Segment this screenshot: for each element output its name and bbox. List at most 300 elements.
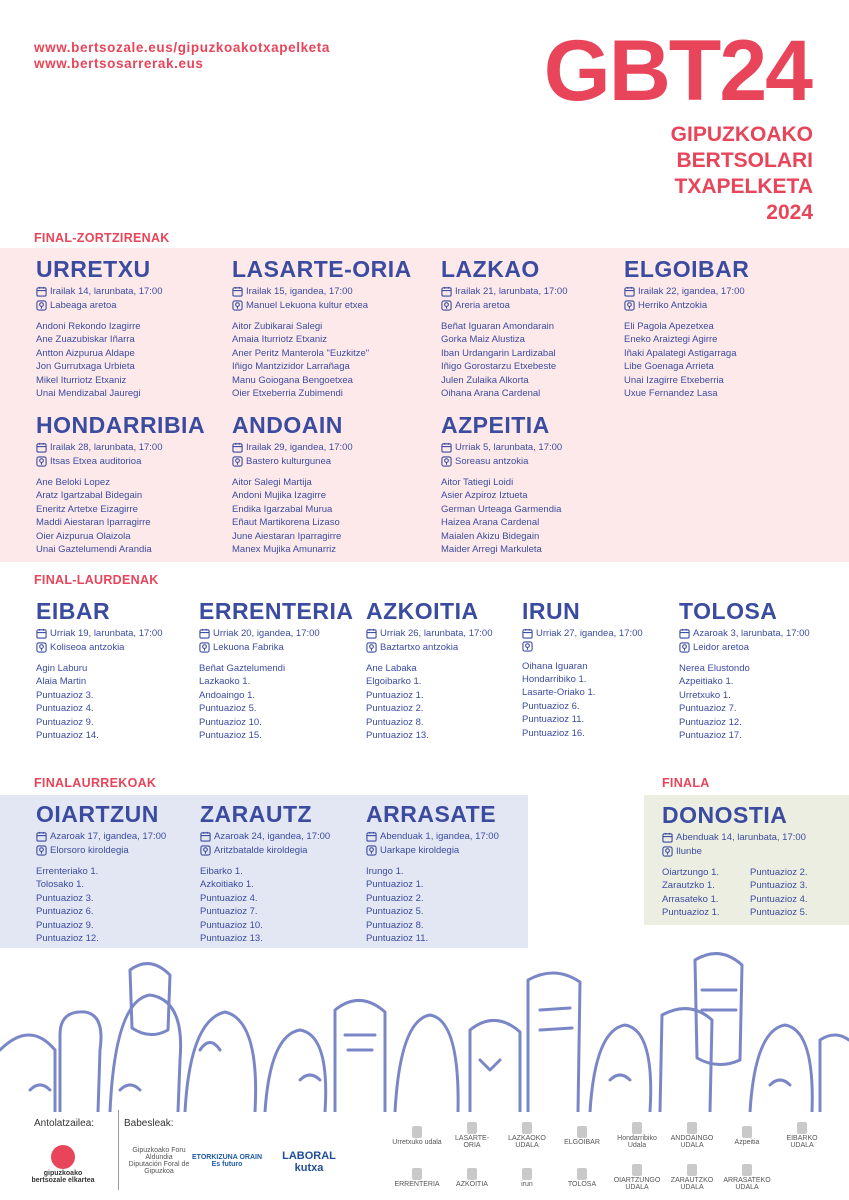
- section-title-zortzirenak: FINAL-ZORTZIRENAK: [34, 231, 170, 245]
- event-place-text: Leidor aretoa: [693, 641, 749, 653]
- town-logo-text: ERRENTERIA: [394, 1180, 440, 1188]
- event-card: [199, 600, 354, 742]
- bertsolari-name: Julen Zulaika Alkorta: [441, 374, 529, 386]
- bertsolari-name: Lazkaoko 1.: [199, 676, 251, 688]
- bertsolari-name: Endika Igarzabal Murua: [232, 503, 333, 515]
- town-council-logo: [502, 1118, 552, 1152]
- calendar-icon: [662, 832, 673, 843]
- bertsolari-name: Antton Aizpurua Aldape: [36, 347, 135, 359]
- town-logo-text: ZARAUTZKO UDALA: [670, 1177, 714, 1191]
- event-date-text: Urriak 20, igandea, 17:00: [213, 628, 320, 639]
- location-pin-icon: [441, 300, 452, 311]
- location-pin-icon: [366, 845, 377, 856]
- bertsolari-name: Puntuazioz 6.: [522, 700, 580, 712]
- event-date: [441, 441, 562, 455]
- bertsolari-name: Aner Peritz Manterola "Euzkitze": [232, 347, 370, 359]
- bertsolari-name: June Aiestaran Iparragirre: [232, 530, 342, 542]
- calendar-icon: [624, 286, 635, 297]
- event-place: [662, 845, 838, 859]
- foru-aldundia-logo: Gipuzkoako Foru Aldundia Diputación Foral de Gipuzkoa: [128, 1147, 190, 1175]
- location-pin-icon: [36, 300, 47, 311]
- bertsolari-list: [441, 320, 568, 400]
- event-place: [522, 641, 643, 652]
- event-place: [366, 641, 492, 655]
- bertsolari-name: Puntuazioz 11.: [522, 714, 585, 726]
- bertsolari-name: Maialen Akizu Bidegain: [441, 530, 540, 542]
- bertsolari-name: Maider Arregi Markuleta: [441, 544, 542, 556]
- city-name: ELGOIBAR: [624, 256, 750, 282]
- town-council-logo: [612, 1160, 662, 1194]
- town-council-logo: [777, 1118, 827, 1152]
- town-crest-icon: [575, 1125, 589, 1139]
- bertsolari-name: Iñigo Gorostarzu Etxebeste: [441, 361, 557, 373]
- bertsolari-name: Puntuazioz 9.: [36, 919, 94, 931]
- bertsolari-name: Andoni Rekondo Izagirre: [36, 321, 141, 332]
- location-pin-icon: [522, 641, 533, 652]
- laboral-kutxa-logo: LABORAL kutxa: [282, 1150, 336, 1174]
- event-date-text: Urriak 5, larunbata, 17:00: [455, 442, 563, 453]
- subtitle-year: 2024: [766, 201, 813, 224]
- bertsolari-name: Haizea Arana Cardenal: [441, 517, 540, 529]
- city-name: LAZKAO: [441, 256, 540, 282]
- bertsolari-name: Eneritz Artetxe Eizagirre: [36, 503, 138, 515]
- bertsolari-name: Puntuazioz 17.: [679, 730, 742, 742]
- event-place-text: Uarkape kiroldegia: [380, 844, 460, 856]
- city-name: URRETXU: [36, 256, 151, 282]
- event-date-text: Azaroak 3, larunbata, 17:00: [693, 628, 810, 639]
- bertsolari-name: Errenteriako 1.: [36, 866, 99, 877]
- bertsolari-name: Puntuazioz 13.: [366, 730, 429, 742]
- event-date-text: Irailak 21, larunbata, 17:00: [455, 286, 568, 297]
- town-logo-text: irun: [521, 1180, 533, 1188]
- location-pin-icon: [36, 456, 47, 467]
- event-date: [366, 627, 492, 641]
- bertsolari-name: Puntuazioz 1.: [366, 879, 424, 891]
- calendar-icon: [36, 831, 47, 842]
- bertsolari-name: Aitor Tatiegi Loidi: [441, 477, 514, 488]
- town-logo-text: LAZKAOKO UDALA: [508, 1135, 546, 1149]
- event-card: [232, 414, 353, 556]
- subtitle-line-1: GIPUZKOAKO: [670, 123, 813, 146]
- town-logo-text: ARRASATEKO UDALA: [723, 1177, 771, 1191]
- bertsolari-name: Gorka Maiz Alustiza: [441, 334, 525, 346]
- bertsolari-name: Unai Mendizabal Jauregi: [36, 388, 141, 400]
- city-name: ERRENTERIA: [199, 598, 354, 624]
- city-name: TOLOSA: [679, 598, 778, 624]
- town-logo-text: EIBARKO UDALA: [786, 1135, 818, 1149]
- location-pin-icon: [441, 456, 452, 467]
- event-date: [199, 627, 354, 641]
- event-date-text: Urriak 19, larunbata, 17:00: [50, 628, 163, 639]
- town-council-logo: [392, 1118, 442, 1152]
- event-place: [366, 844, 499, 858]
- bertsolari-name: Unai Izagirre Etxeberria: [624, 374, 724, 386]
- city-name: HONDARRIBIA: [36, 412, 206, 438]
- town-logo-text: AZKOITIA: [456, 1180, 488, 1188]
- bertsolari-name: Amaia Iturriotz Etxaniz: [232, 334, 328, 346]
- city-name: OIARTZUN: [36, 801, 159, 827]
- event-place: [36, 844, 166, 858]
- event-date: [624, 285, 749, 299]
- calendar-icon: [36, 286, 47, 297]
- city-name: ZARAUTZ: [200, 801, 313, 827]
- city-name: ANDOAIN: [232, 412, 343, 438]
- bertsolari-name: Hondarribiko 1.: [522, 673, 587, 685]
- city-name: EIBAR: [36, 598, 111, 624]
- bertsolari-list: [522, 660, 643, 740]
- event-date-text: Urriak 26, larunbata, 17:00: [380, 628, 493, 639]
- location-pin-icon: [679, 642, 690, 653]
- calendar-icon: [522, 628, 533, 639]
- town-logo-text: OIARTZUNGO UDALA: [613, 1177, 661, 1191]
- bertsolari-name: Puntuazioz 2.: [366, 703, 424, 715]
- event-date: [366, 830, 499, 844]
- bertsolari-name: Agin Laburu: [36, 663, 88, 674]
- town-council-logo: [557, 1118, 607, 1152]
- town-council-logo: [722, 1118, 772, 1152]
- bertsolari-list: [36, 476, 205, 556]
- city-name: LASARTE-ORIA: [232, 256, 412, 282]
- bertsolari-name: Urretxuko 1.: [679, 689, 731, 701]
- town-crest-icon: [740, 1163, 754, 1177]
- finalist-name: Puntuazioz 1.: [662, 907, 720, 919]
- city-name: DONOSTIA: [662, 802, 788, 828]
- event-place: [232, 299, 412, 313]
- event-date: [36, 627, 162, 641]
- calendar-icon: [200, 831, 211, 842]
- calendar-icon: [441, 442, 452, 453]
- bertsolari-list: [366, 865, 499, 945]
- location-pin-icon: [199, 642, 210, 653]
- bertsolari-name: Andoaingo 1.: [199, 689, 255, 701]
- event-place-text: Itsas Etxea auditorioa: [50, 455, 142, 467]
- bertsolari-name: Unai Gaztelumendi Arandia: [36, 544, 152, 556]
- city-name: AZKOITIA: [366, 598, 479, 624]
- town-council-logo: [502, 1160, 552, 1194]
- finalist-name: Puntuazioz 4.: [750, 893, 808, 905]
- event-date: [441, 285, 568, 299]
- bertsolari-name: Eli Pagola Apezetxea: [624, 321, 714, 332]
- city-name: IRUN: [522, 598, 581, 624]
- event-date: [232, 285, 412, 299]
- calendar-icon: [36, 628, 47, 639]
- event-card: [36, 600, 162, 742]
- sponsors-label: Babesleak:: [124, 1118, 174, 1129]
- bertsolari-name: Eñaut Martikorena Lizaso: [232, 517, 340, 529]
- event-place-text: Elorsoro kiroldegia: [50, 844, 129, 856]
- bertsolari-list: [441, 476, 562, 556]
- event-place: [232, 455, 353, 469]
- subtitle-line-2: BERTSOLARI: [676, 149, 813, 172]
- event-card: [366, 600, 492, 742]
- bertsolari-name: Mikel Iturriotz Etxaniz: [36, 374, 127, 386]
- town-logo-text: TOLOSA: [567, 1180, 597, 1188]
- bertsolari-name: Puntuazioz 11.: [366, 933, 429, 945]
- town-logo-text: Azpeitia: [734, 1138, 760, 1146]
- bertsolari-list: [366, 662, 492, 742]
- bertsolari-name: Puntuazioz 7.: [200, 906, 258, 918]
- event-card: [522, 600, 643, 740]
- city-name: AZPEITIA: [441, 412, 550, 438]
- event-place-text: Lekuona Fabrika: [213, 641, 284, 653]
- bertsolari-name: Nerea Elustondo: [679, 663, 750, 674]
- website-url-bertsosarrerak[interactable]: www.bertsosarrerak.eus: [34, 56, 204, 71]
- finalist-name: Zarautzko 1.: [662, 880, 715, 892]
- bertsolari-name: Aitor Zubikarai Salegi: [232, 321, 323, 332]
- town-crest-icon: [520, 1167, 534, 1181]
- bertsolari-name: Manex Mujika Amunarriz: [232, 544, 337, 556]
- event-place-text: Herriko Antzokia: [638, 299, 708, 311]
- location-pin-icon: [36, 845, 47, 856]
- event-date: [36, 285, 163, 299]
- town-crest-icon: [520, 1121, 534, 1135]
- event-date: [36, 830, 166, 844]
- calendar-icon: [679, 628, 690, 639]
- bertsolari-name: Uxue Fernandez Lasa: [624, 388, 718, 400]
- event-place: [441, 455, 562, 469]
- bertsolari-name: Puntuazioz 5.: [366, 906, 424, 918]
- town-crest-icon: [410, 1125, 424, 1139]
- bertsolari-name: Puntuazioz 2.: [366, 892, 424, 904]
- event-place: [200, 844, 330, 858]
- event-date-text: Abenduak 1, igandea, 17:00: [380, 831, 499, 842]
- subtitle-line-3: TXAPELKETA: [674, 175, 813, 198]
- bertsolari-name: Oier Etxeberria Zubimendi: [232, 388, 343, 400]
- bertsolari-name: Iñaki Apalategi Astigarraga: [624, 347, 737, 359]
- event-card: [232, 258, 412, 400]
- event-date: [232, 441, 353, 455]
- website-url-bertsozale[interactable]: www.bertsozale.eus/gipuzkoakotxapelketa: [34, 40, 330, 55]
- town-crest-icon: [740, 1125, 754, 1139]
- town-council-logo: [667, 1118, 717, 1152]
- bertsolari-name: Maddi Aiestaran Iparragirre: [36, 517, 151, 529]
- bertsolari-name: Puntuazioz 15.: [199, 730, 262, 742]
- town-council-logo: [447, 1160, 497, 1194]
- event-date-text: Irailak 14, larunbata, 17:00: [50, 286, 163, 297]
- location-pin-icon: [232, 456, 243, 467]
- bertsolari-name: Beñat Iguaran Amondarain: [441, 321, 555, 332]
- bertsolari-name: Puntuazioz 4.: [200, 892, 258, 904]
- bertsolari-name: Azkoitiako 1.: [200, 879, 254, 891]
- town-council-logo: [612, 1118, 662, 1152]
- town-council-logo: [722, 1160, 772, 1194]
- event-place-text: Soreasu antzokia: [455, 455, 529, 467]
- event-logo-title: GBT24: [543, 23, 811, 119]
- town-council-logo: [667, 1160, 717, 1194]
- bertsolari-name: Jon Gurrutxaga Urbieta: [36, 361, 135, 373]
- event-place: [679, 641, 810, 655]
- bertsolari-name: Puntuazioz 12.: [36, 933, 99, 945]
- bertsolari-name: Iban Urdangarin Lardizabal: [441, 347, 556, 359]
- bertsolari-name: Puntuazioz 6.: [36, 906, 94, 918]
- event-date: [200, 830, 330, 844]
- location-pin-icon: [36, 642, 47, 653]
- calendar-icon: [441, 286, 452, 297]
- bertsolari-name: Puntuazioz 10.: [199, 716, 262, 728]
- town-crest-icon: [410, 1167, 424, 1181]
- event-place-text: Ilunbe: [676, 845, 702, 857]
- bertsolari-list: [36, 865, 166, 945]
- bertsolari-name: Aitor Salegi Martija: [232, 477, 312, 488]
- event-place: [199, 641, 354, 655]
- town-crest-icon: [685, 1163, 699, 1177]
- town-council-logo: [557, 1160, 607, 1194]
- bertsolari-name: Puntuazioz 7.: [679, 703, 737, 715]
- bertsolari-name: Puntuazioz 8.: [366, 919, 424, 931]
- section-title-finala: FINALA: [662, 776, 710, 790]
- finalist-name: Puntuazioz 2.: [750, 867, 808, 878]
- event-date-text: Abenduak 14, larunbata, 17:00: [676, 832, 806, 843]
- event-date-text: Azaroak 24, igandea, 17:00: [214, 831, 331, 842]
- event-date-text: Azaroak 17, igandea, 17:00: [50, 831, 167, 842]
- calendar-icon: [36, 442, 47, 453]
- event-place: [441, 299, 568, 313]
- bertsolari-name: Puntuazioz 16.: [522, 727, 585, 739]
- event-date: [662, 831, 838, 845]
- bertsolari-name: Oier Aizpurua Olaizola: [36, 530, 131, 542]
- town-council-logo: [447, 1118, 497, 1152]
- bertsolari-name: Puntuazioz 14.: [36, 730, 99, 742]
- bertsolari-name: Puntuazioz 1.: [366, 689, 424, 701]
- bertsozale-logo-text: gipuzkoako bertsozale elkartea: [31, 1170, 95, 1184]
- town-logo-text: LASARTE-ORIA: [454, 1135, 490, 1149]
- bertsolari-list: [679, 662, 810, 742]
- event-place-text: Bastero kulturgunea: [246, 455, 332, 467]
- town-logo-text: Hondarribiko Udala: [617, 1135, 657, 1149]
- event-date-text: Irailak 29, igandea, 17:00: [246, 442, 353, 453]
- town-crest-icon: [465, 1167, 479, 1181]
- event-place-text: Labeaga aretoa: [50, 299, 117, 311]
- bertsolari-name: Oihana Arana Cardenal: [441, 388, 541, 400]
- bertsolari-name: Puntuazioz 3.: [36, 689, 94, 701]
- bertsolari-name: Ane Beloki Lopez: [36, 477, 110, 488]
- bertsozale-icon: [50, 1144, 76, 1170]
- bertsolari-name: Azpeitiako 1.: [679, 676, 734, 688]
- event-card: [441, 258, 568, 400]
- bertsolari-list: [624, 320, 749, 400]
- event-place-text: Manuel Lekuona kultur etxea: [246, 299, 368, 311]
- finalist-name: Puntuazioz 3.: [750, 880, 808, 892]
- event-date: [679, 627, 810, 641]
- town-logo-text: Urretxuko udala: [392, 1138, 442, 1146]
- bertsolari-name: Ane Zuazubiskar Iñarra: [36, 334, 135, 346]
- event-place-text: Baztartxo antzokia: [380, 641, 459, 653]
- bertsolari-name: Puntuazioz 12.: [679, 716, 742, 728]
- town-crest-icon: [630, 1121, 644, 1135]
- bertsolari-name: Manu Goiogana Bengoetxea: [232, 374, 353, 386]
- event-place-text: Areria aretoa: [455, 299, 510, 311]
- city-name: ARRASATE: [366, 801, 497, 827]
- town-crest-icon: [795, 1121, 809, 1135]
- event-card: [366, 803, 499, 945]
- event-date: [36, 441, 205, 455]
- event-card: [36, 414, 205, 556]
- event-date: [522, 627, 643, 641]
- town-crest-icon: [630, 1163, 644, 1177]
- event-card: [36, 803, 166, 945]
- calendar-icon: [199, 628, 210, 639]
- town-crest-icon: [575, 1167, 589, 1181]
- etorkizuna-orain-logo: ETORKIZUNA ORAIN Es futuro: [192, 1154, 262, 1168]
- bertsolari-name: Libe Goenaga Arrieta: [624, 361, 714, 373]
- bertsolari-name: Puntuazioz 3.: [36, 892, 94, 904]
- location-pin-icon: [366, 642, 377, 653]
- bertsolari-list: [36, 320, 163, 400]
- event-date-text: Irailak 15, igandea, 17:00: [246, 286, 353, 297]
- bertsozale-logo: [28, 1138, 98, 1190]
- location-pin-icon: [200, 845, 211, 856]
- bertsolari-name: Puntuazioz 9.: [36, 716, 94, 728]
- section-title-finalaurrekoak: FINALAURREKOAK: [34, 776, 157, 790]
- bertsolari-name: Iñigo Mantzizidor Larrañaga: [232, 361, 350, 373]
- event-card: [441, 414, 562, 556]
- bertsolari-name: Aratz Igartzabal Bidegain: [36, 490, 143, 502]
- bertsolari-name: Puntuazioz 13.: [200, 933, 263, 945]
- town-logo-text: ANDOAINGO UDALA: [670, 1135, 714, 1149]
- calendar-icon: [366, 628, 377, 639]
- bertsolari-name: Puntuazioz 8.: [366, 716, 424, 728]
- bertsolari-name: Asier Azpiroz Iztueta: [441, 490, 528, 502]
- event-card: [679, 600, 810, 742]
- event-date-text: Urriak 27, igandea, 17:00: [536, 628, 643, 639]
- calendar-icon: [366, 831, 377, 842]
- location-pin-icon: [662, 846, 673, 857]
- bertsolari-name: Puntuazioz 4.: [36, 703, 94, 715]
- bertsolari-name: Elgoibarko 1.: [366, 676, 422, 688]
- bertsolari-name: Puntuazioz 5.: [199, 703, 257, 715]
- bertsolari-list: [232, 320, 412, 400]
- bertsolari-name: Andoni Mujika Izagirre: [232, 490, 326, 502]
- finalist-name: Arrasateko 1.: [662, 893, 719, 905]
- final-card-donostia: [662, 804, 838, 920]
- organizer-label: Antolatzailea:: [34, 1118, 95, 1129]
- event-place-text: Koliseoa antzokia: [50, 641, 125, 653]
- bertsolari-name: Oihana Iguaran: [522, 660, 588, 672]
- event-date-text: Irailak 22, igandea, 17:00: [638, 286, 745, 297]
- town-logo-text: ELGOIBAR: [564, 1138, 600, 1146]
- bertsolari-name: Irungo 1.: [366, 866, 404, 877]
- calendar-icon: [232, 442, 243, 453]
- event-place: [36, 641, 162, 655]
- crowd-illustration: [0, 940, 849, 1112]
- bertsolari-name: German Urteaga Garmendia: [441, 503, 562, 515]
- event-place: [36, 455, 205, 469]
- finalist-list: [662, 866, 838, 920]
- finalist-name: Oiartzungo 1.: [662, 867, 720, 878]
- bertsolari-name: Puntuazioz 10.: [200, 919, 263, 931]
- town-crest-icon: [465, 1121, 479, 1135]
- event-card: [200, 803, 330, 945]
- footer-divider: [118, 1110, 119, 1190]
- bertsolari-name: Eibarko 1.: [200, 866, 243, 877]
- event-card: [624, 258, 749, 400]
- bertsolari-name: Eneko Araiztegi Agirre: [624, 334, 718, 346]
- event-place: [624, 299, 749, 313]
- bertsolari-name: Alaia Martin: [36, 676, 87, 688]
- location-pin-icon: [624, 300, 635, 311]
- bertsolari-list: [199, 662, 354, 742]
- event-card: [36, 258, 163, 400]
- event-place: [36, 299, 163, 313]
- bertsolari-name: Lasarte-Oriako 1.: [522, 687, 596, 699]
- bertsolari-list: [232, 476, 353, 556]
- calendar-icon: [232, 286, 243, 297]
- section-title-laurdenak: FINAL-LAURDENAK: [34, 573, 159, 587]
- bertsolari-name: Beñat Gaztelumendi: [199, 663, 286, 674]
- finalist-name: Puntuazioz 5.: [750, 907, 808, 919]
- town-council-logo: [392, 1160, 442, 1194]
- event-place-text: Aritzbatalde kiroldegia: [214, 844, 308, 856]
